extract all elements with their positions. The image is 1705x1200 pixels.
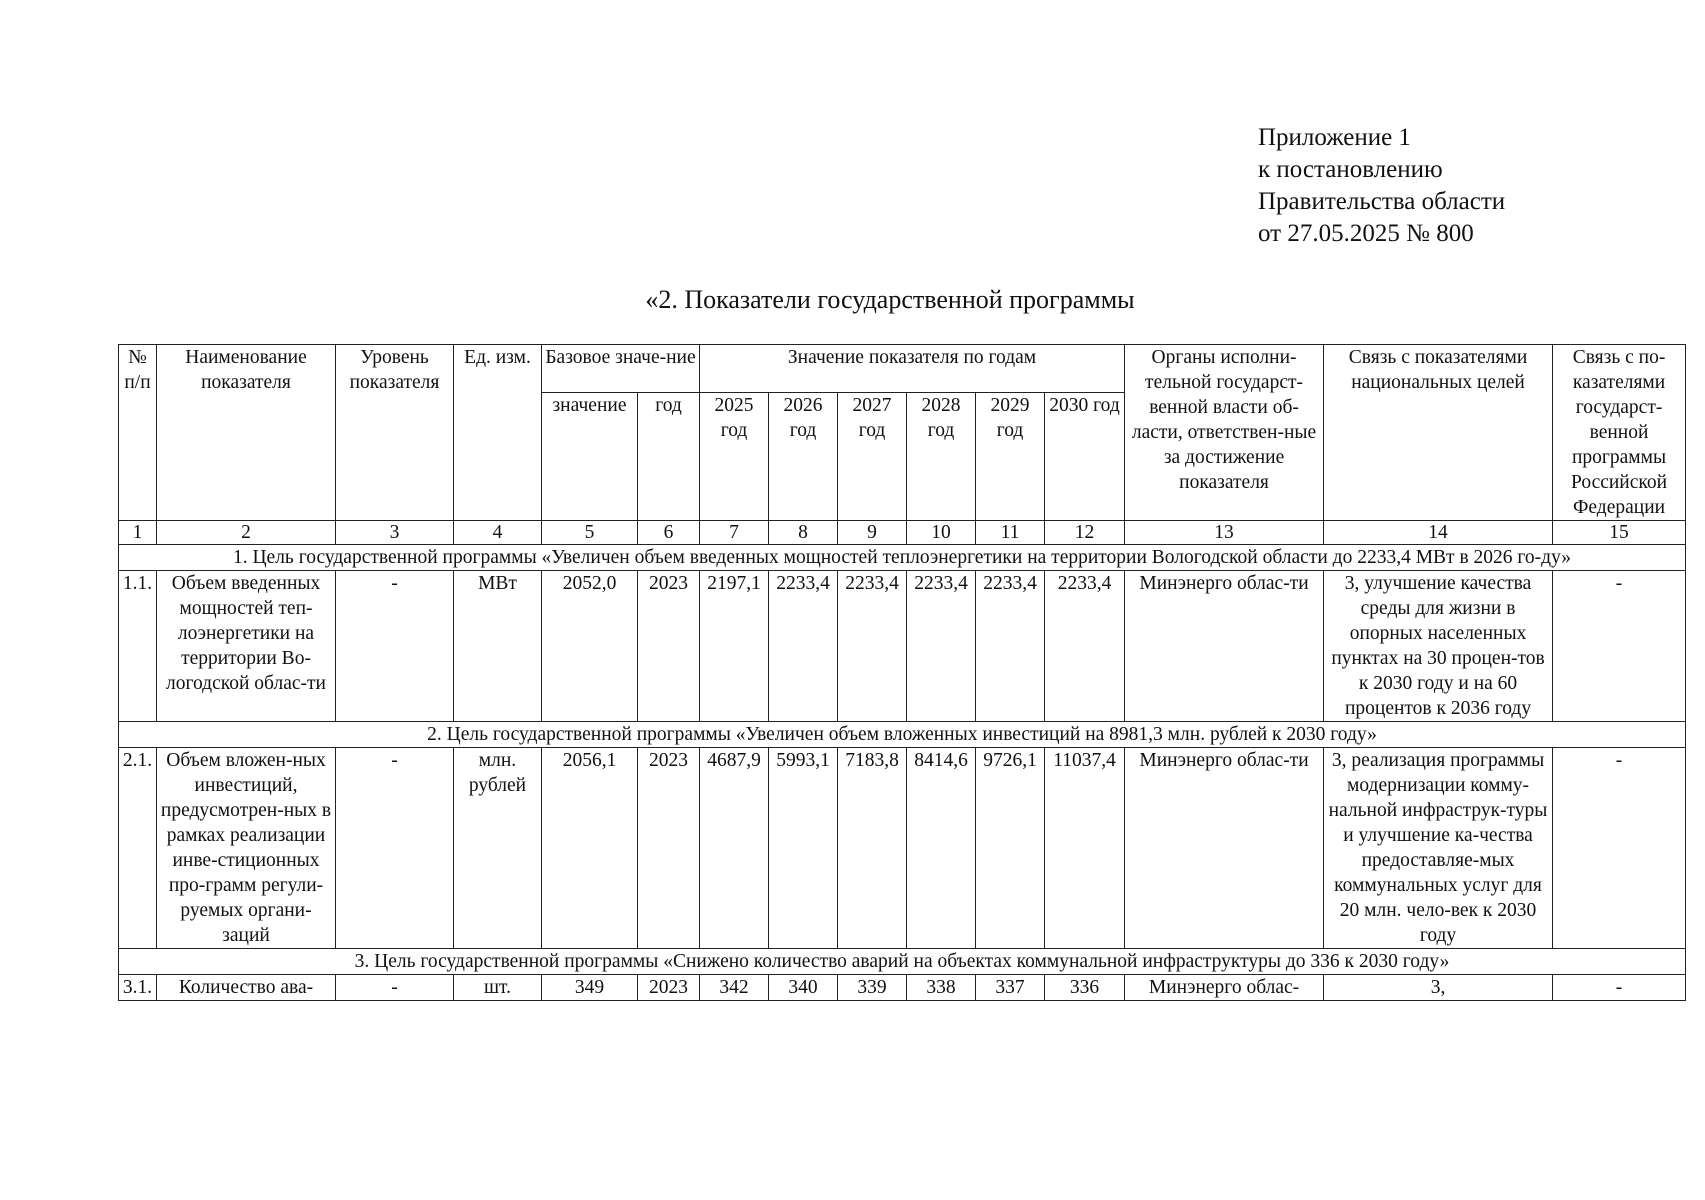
goal-3-text: 3. Цель государственной программы «Снижено количество аварий на объектах коммунальной инфраструктуры до 336 к 2030 году» xyxy=(119,949,1686,975)
header-unit: Ед. изм. xyxy=(454,345,542,521)
column-number: 3 xyxy=(336,521,454,545)
indicator-value-2029: 337 xyxy=(976,975,1045,1001)
indicator-organ: Минэнерго облас-ти xyxy=(1125,571,1324,722)
indicator-row xyxy=(119,975,1686,1001)
indicator-value-2029: 2233,4 xyxy=(976,571,1045,722)
goal-2-text: 2. Цель государственной программы «Увеличен объем вложенных инвестиций на 8981,3 млн. рублей к 2030 году» xyxy=(119,722,1686,748)
appendix-block xyxy=(1258,122,1505,250)
indicator-base-value: 349 xyxy=(542,975,638,1001)
indicator-num: 2.1. xyxy=(119,748,157,949)
indicator-level: - xyxy=(336,975,454,1001)
header-num: № п/п xyxy=(119,345,157,521)
goal-row xyxy=(119,545,1686,571)
indicator-value-2026: 5993,1 xyxy=(769,748,838,949)
indicator-name: Объем введенных мощностей теп-лоэнергетики на территории Во-логодской облас-ти xyxy=(157,571,336,722)
indicator-value-2026: 2233,4 xyxy=(769,571,838,722)
goal-row xyxy=(119,949,1686,975)
column-numbers-row xyxy=(119,521,1686,545)
indicator-national-link: 3, улучшение качества среды для жизни в опорных населенных пунктах на 30 процен-тов к 2030 году и на 60 процентов к 2036 году xyxy=(1324,571,1553,722)
document-title: «2. Показатели государственной программы xyxy=(645,285,1135,314)
indicator-value-2027: 2233,4 xyxy=(838,571,907,722)
indicator-num: 3.1. xyxy=(119,975,157,1001)
indicator-base-year: 2023 xyxy=(638,748,700,949)
indicator-base-value: 2056,1 xyxy=(542,748,638,949)
column-number: 9 xyxy=(838,521,907,545)
column-number: 2 xyxy=(157,521,336,545)
indicator-value-2026: 340 xyxy=(769,975,838,1001)
indicator-base-year: 2023 xyxy=(638,975,700,1001)
indicator-value-2028: 8414,6 xyxy=(907,748,976,949)
column-number: 10 xyxy=(907,521,976,545)
header-year-2026: 2026 год xyxy=(769,393,838,521)
indicator-federal-link: - xyxy=(1553,571,1686,722)
header-row-1 xyxy=(119,345,1686,393)
header-by-years: Значение показателя по годам xyxy=(700,345,1125,393)
header-year-2029: 2029 год xyxy=(976,393,1045,521)
indicator-value-2030: 2233,4 xyxy=(1045,571,1125,722)
header-organs: Органы исполни-тельной государст-венной власти об-ласти, ответствен-ные за достижение показателя xyxy=(1125,345,1324,521)
header-year-2027: 2027 год xyxy=(838,393,907,521)
indicator-federal-link: - xyxy=(1553,748,1686,949)
indicator-value-2025: 2197,1 xyxy=(700,571,769,722)
column-number: 8 xyxy=(769,521,838,545)
indicators-table xyxy=(118,344,1686,1001)
indicator-organ: Минэнерго облас- xyxy=(1125,975,1324,1001)
column-number: 6 xyxy=(638,521,700,545)
indicator-value-2025: 342 xyxy=(700,975,769,1001)
indicator-value-2029: 9726,1 xyxy=(976,748,1045,949)
indicator-value-2025: 4687,9 xyxy=(700,748,769,949)
column-number: 13 xyxy=(1125,521,1324,545)
header-base-value: значение xyxy=(542,393,638,521)
indicator-level: - xyxy=(336,748,454,949)
header-link-national: Связь с показателями национальных целей xyxy=(1324,345,1553,521)
goal-row xyxy=(119,722,1686,748)
column-number: 12 xyxy=(1045,521,1125,545)
indicator-level: - xyxy=(336,571,454,722)
column-number: 7 xyxy=(700,521,769,545)
header-level: Уровень показателя xyxy=(336,345,454,521)
header-base-year: год xyxy=(638,393,700,521)
header-base: Базовое значе-ние xyxy=(542,345,700,393)
indicator-row xyxy=(119,748,1686,949)
indicator-value-2030: 11037,4 xyxy=(1045,748,1125,949)
indicator-unit: МВт xyxy=(454,571,542,722)
indicator-num: 1.1. xyxy=(119,571,157,722)
goal-1-text: 1. Цель государственной программы «Увеличен объем введенных мощностей теплоэнергетики на территории Вологодской области до 2233,4 МВт в 2026 го-ду» xyxy=(119,545,1686,571)
indicator-base-value: 2052,0 xyxy=(542,571,638,722)
indicator-value-2027: 7183,8 xyxy=(838,748,907,949)
indicator-unit: шт. xyxy=(454,975,542,1001)
column-number: 14 xyxy=(1324,521,1553,545)
indicator-value-2028: 338 xyxy=(907,975,976,1001)
header-year-2025: 2025 год xyxy=(700,393,769,521)
indicator-federal-link: - xyxy=(1553,975,1686,1001)
appendix-line-1: Приложение 1 xyxy=(1258,124,1411,151)
header-link-federal: Связь с по-казателями государст-венной программы Российской Федерации xyxy=(1553,345,1686,521)
indicator-organ: Минэнерго облас-ти xyxy=(1125,748,1324,949)
column-number: 1 xyxy=(119,521,157,545)
header-name: Наименование показателя xyxy=(157,345,336,521)
column-number: 5 xyxy=(542,521,638,545)
header-year-2030: 2030 год xyxy=(1045,393,1125,521)
indicator-name: Количество ава- xyxy=(157,975,336,1001)
indicator-national-link: 3, реализация программы модернизации комму-нальной инфраструк-туры и улучшение ка-чества предоставляе-мых коммунальных услуг для 20 млн. чело-век к 2030 году xyxy=(1324,748,1553,949)
indicator-name: Объем вложен-ных инвестиций, предусмотрен-ных в рамках реализации инве-стиционных про-грамм регули-руемых органи-заций xyxy=(157,748,336,949)
indicator-national-link: 3, xyxy=(1324,975,1553,1001)
column-number: 4 xyxy=(454,521,542,545)
appendix-line-4: от 27.05.2025 № 800 xyxy=(1258,220,1474,247)
indicator-row xyxy=(119,571,1686,722)
appendix-line-3: Правительства области xyxy=(1258,188,1506,215)
column-number: 11 xyxy=(976,521,1045,545)
indicator-base-year: 2023 xyxy=(638,571,700,722)
column-number: 15 xyxy=(1553,521,1686,545)
header-year-2028: 2028 год xyxy=(907,393,976,521)
indicator-unit: млн. рублей xyxy=(454,748,542,949)
indicator-value-2027: 339 xyxy=(838,975,907,1001)
indicator-value-2028: 2233,4 xyxy=(907,571,976,722)
appendix-line-2: к постановлению xyxy=(1258,156,1443,183)
indicator-value-2030: 336 xyxy=(1045,975,1125,1001)
